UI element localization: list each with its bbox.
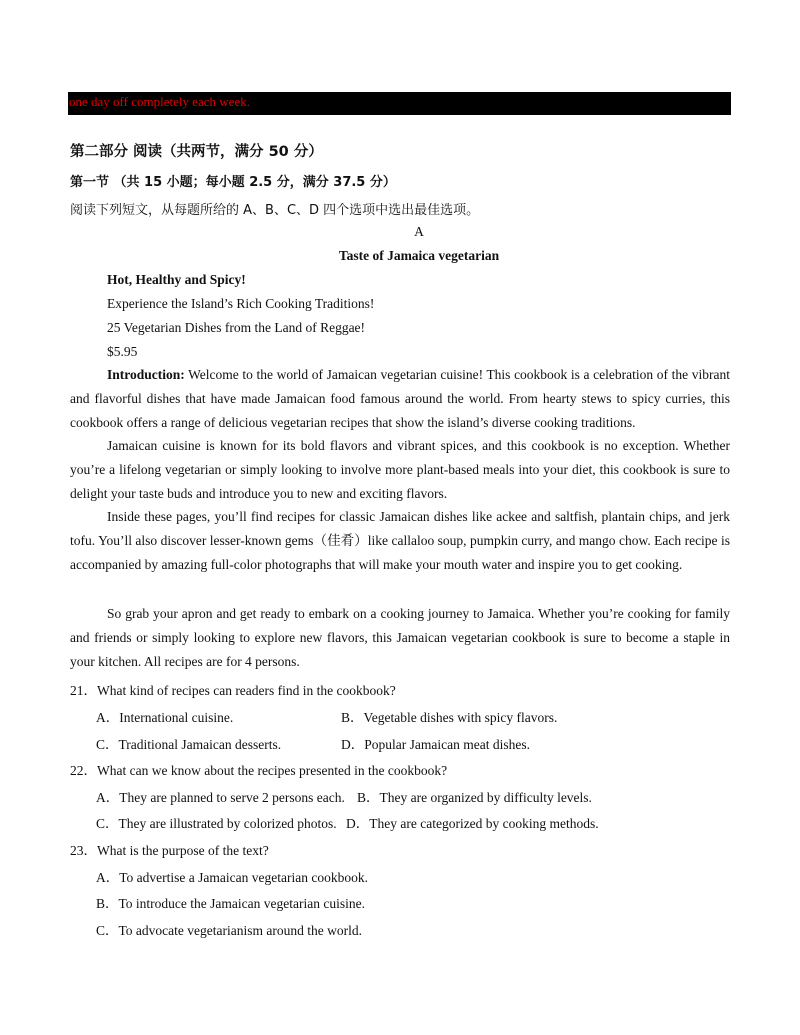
paragraph-text: Welcome to the world of Jamaican vegetarian cuisine! This cookbook is a celebration of the vibrant and flavorful dishes that have made Jamaican food famous around the world. From hearty stews to spicy curries, this cookbook offers a range of delicious vegetarian recipes that show the island’s diverse cooking traditions.	[70, 367, 730, 430]
paragraph-intro	[70, 363, 730, 435]
intro-label: Introduction:	[107, 367, 185, 382]
option: D．They are categorized by cooking methods.	[346, 816, 599, 831]
question-stem: 23．What is the purpose of the text?	[70, 843, 269, 858]
price: $5.95	[107, 344, 138, 359]
paragraph: Inside these pages, you’ll find recipes for classic Jamaican dishes like ackee and saltfish, plantain chips, and jerk tofu. You’ll also discover lesser-known gems（佳肴）like callaloo soup, pumpkin curry, and mango chow. Each recipe is accompanied by amazing full-color photographs that will make your mouth water and inspire you to get cooking.	[70, 509, 730, 572]
question-stem: 22．What can we know about the recipes presented in the cookbook?	[70, 763, 448, 778]
ad-headline: Hot, Healthy and Spicy!	[107, 272, 246, 287]
section-title: 第二部分 阅读（共两节，满分 50 分）	[70, 144, 323, 160]
option: D．Popular Jamaican meat dishes.	[341, 737, 530, 752]
option: B．To introduce the Jamaican vegetarian cuisine.	[96, 896, 365, 911]
top-banner	[68, 92, 731, 115]
passage-letter: A	[414, 224, 424, 239]
banner-text: one day off completely each week.	[69, 94, 250, 109]
ad-line: 25 Vegetarian Dishes from the Land of Reggae!	[107, 320, 366, 335]
option: B．Vegetable dishes with spicy flavors.	[341, 710, 558, 725]
section-subtitle: 第一节 （共 15 小题；每小题 2.5 分，满分 37.5 分）	[70, 175, 396, 190]
passage-title: Taste of Jamaica vegetarian	[338, 248, 500, 263]
option: C．To advocate vegetarianism around the world.	[96, 923, 362, 938]
option: A．International cuisine.	[96, 710, 234, 725]
option: C．They are illustrated by colorized photos.	[96, 816, 337, 831]
option: C．Traditional Jamaican desserts.	[96, 737, 282, 752]
option: B．They are organized by difficulty levels.	[357, 790, 592, 805]
question-stem: 21．What kind of recipes can readers find in the cookbook?	[70, 683, 396, 698]
ad-line: Experience the Island’s Rich Cooking Traditions!	[107, 296, 375, 311]
option: A．They are planned to serve 2 persons each.	[96, 790, 345, 805]
paragraph: So grab your apron and get ready to embark on a cooking journey to Jamaica. Whether you’re cooking for family and friends or simply looking to explore new flavors, this Jamaican vegetarian cookbook is sure to become a staple in your kitchen. All recipes are for 4 persons.	[70, 606, 730, 669]
instruction: 阅读下列短文，从每题所给的 A、B、C、D 四个选项中选出最佳选项。	[70, 203, 480, 218]
option: A．To advertise a Jamaican vegetarian cookbook.	[96, 870, 368, 885]
paragraph: Jamaican cuisine is known for its bold flavors and vibrant spices, and this cookbook is no exception. Whether you’re a lifelong vegetarian or simply looking to involve more plant-based meals into your diet, this cookbook is sure to delight your taste buds and introduce you to new and exciting flavors.	[70, 438, 730, 501]
